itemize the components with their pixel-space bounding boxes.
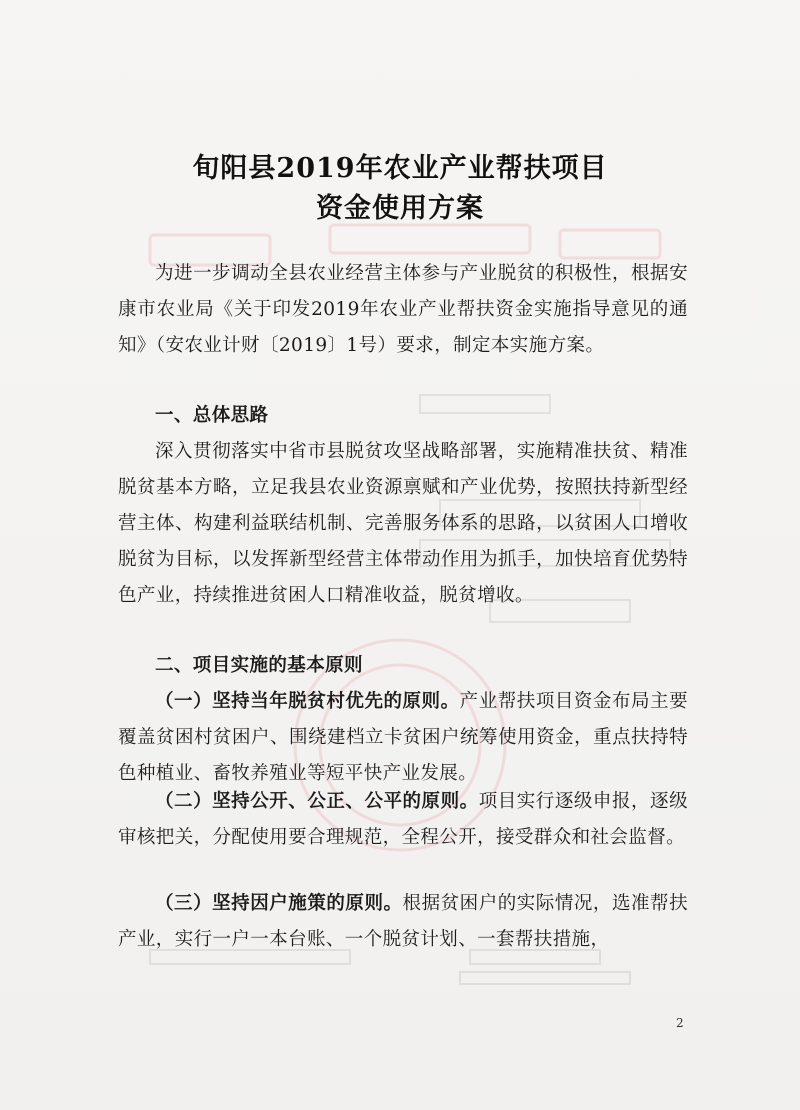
section1-heading: 一、总体思路 (155, 405, 269, 426)
principle1-paragraph (118, 684, 688, 792)
principle2-lead: （二）坚持公开、公正、公平的原则。 (155, 791, 479, 812)
principle1-body: 产业帮扶项目资金布局主要覆盖贫困村贫困户、围绕建档立卡贫困户统筹使用资金，重点扶持特色种植业、畜牧养殖业等短平快产业发展。 (118, 691, 688, 784)
principle2-body: 项目实行逐级申报，逐级审核把关，分配使用要合理规范，全程公开，接受群众和社会监督。 (118, 791, 688, 848)
principle3-paragraph (118, 886, 688, 958)
section2-heading: 二、项目实施的基本原则 (155, 655, 363, 676)
principle1-lead: （一）坚持当年脱贫村优先的原则。 (155, 691, 460, 712)
page-number: 2 (676, 1016, 684, 1030)
principle3-body: 根据贫困户的实际情况，选准帮扶产业，实行一户一本台账、一个脱贫计划、一套帮扶措施， (118, 893, 688, 950)
document-title-line1: 旬阳县2019年农业产业帮扶项目 (192, 153, 608, 184)
section1-paragraph: 深入贯彻落实中省市县脱贫攻坚战略部署，实施精准扶贫、精准脱贫基本方略，立足我县农业资源禀赋和产业优势，按照扶持新型经营主体、构建利益联结机制、完善服务体系的思路，以贫困人口增收脱贫为目标，以发挥新型经营主体带动作用为抓手，加快培育优势特色产业，持续推进贫困人口精准收益，脱贫增收。 (118, 441, 688, 606)
intro-paragraph: 为进一步调动全县农业经营主体参与产业脱贫的积极性，根据安康市农业局《关于印发2019年农业产业帮扶资金实施指导意见的通知》（安农业计财〔2019〕1号）要求，制定本实施方案。 (118, 263, 688, 356)
principle2-paragraph (118, 784, 688, 856)
principle3-lead: （三）坚持因户施策的原则。 (155, 893, 403, 914)
document-title-line2: 资金使用方案 (316, 193, 484, 224)
